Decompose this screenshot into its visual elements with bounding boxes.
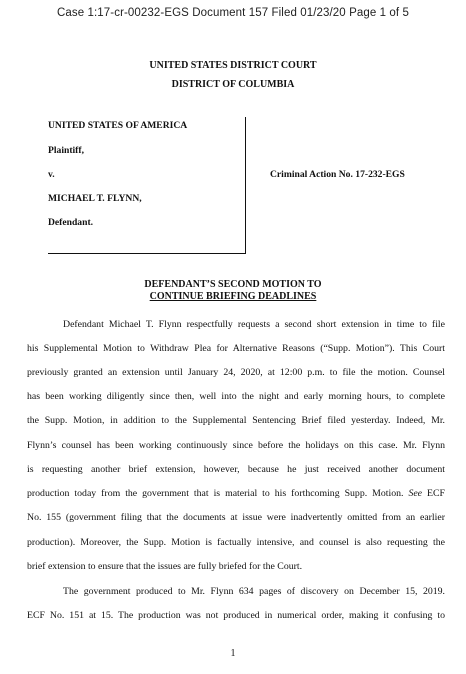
defendant-name: MICHAEL T. FLYNN, [48,193,142,204]
body-line: Flynn’s counsel has been working continuously since before the holidays on this case. Mr. Flynn [27,440,445,451]
body-line: his Supplemental Motion to Withdraw Plea for Alternative Reasons (“Supp. Motion”). This Court [27,343,445,354]
body-line: No. 155 (government filing that the documents at issue were inadvertently omitted from an earlier [27,512,445,523]
body-line: production). Moreover, the Supp. Motion is factually intensive, and counsel is also requesting the [27,537,445,548]
caption-horizontal-rule [48,253,246,254]
plaintiff-role: Plaintiff, [48,145,84,156]
case-number: Criminal Action No. 17-232-EGS [270,169,405,180]
plaintiff-name: UNITED STATES OF AMERICA [48,120,188,131]
ecf-header-stamp: Case 1:17-cr-00232-EGS Document 157 Filed 01/23/20 Page 1 of 5 [56,7,410,19]
body-line: previously granted an extension until January 24, 2020, at 12:00 p.m. to file the motion. Counsel [27,367,445,378]
body-line: production today from the government that is material to his forthcoming Supp. Motion. See ECF [27,488,445,499]
body-line: ECF No. 151 at 15. The production was not produced in numerical order, making it confusing to [27,610,445,621]
court-name: UNITED STATES DISTRICT COURT [149,60,317,71]
body-line: has been working diligently since then, well into the night and early morning hours, to complete [27,391,445,402]
body-line: The government produced to Mr. Flynn 634 pages of discovery on December 15, 2019. [63,586,445,597]
body-line: is requesting another brief extension, however, because he just received another document [27,464,445,475]
court-district: DISTRICT OF COLUMBIA [171,79,295,90]
motion-title-line2-text: CONTINUE BRIEFING DEADLINES [149,291,317,302]
body-line: brief extension to ensure that the issues are fully briefed for the Court. [27,561,303,572]
motion-title-line2 [0,291,466,302]
defendant-role: Defendant. [48,217,94,228]
motion-title-line1: DEFENDANT’S SECOND MOTION TO [144,279,322,290]
versus-label: v. [48,169,55,180]
body-line: Defendant Michael T. Flynn respectfully requests a second short extension in time to file [63,319,445,330]
see-signal: See [408,488,423,499]
page-number: 1 [230,648,236,659]
caption-vertical-rule [245,117,246,254]
body-line: the Supp. Motion, in addition to the Supplemental Sentencing Brief filed yesterday. Indeed, Mr. [27,415,445,426]
